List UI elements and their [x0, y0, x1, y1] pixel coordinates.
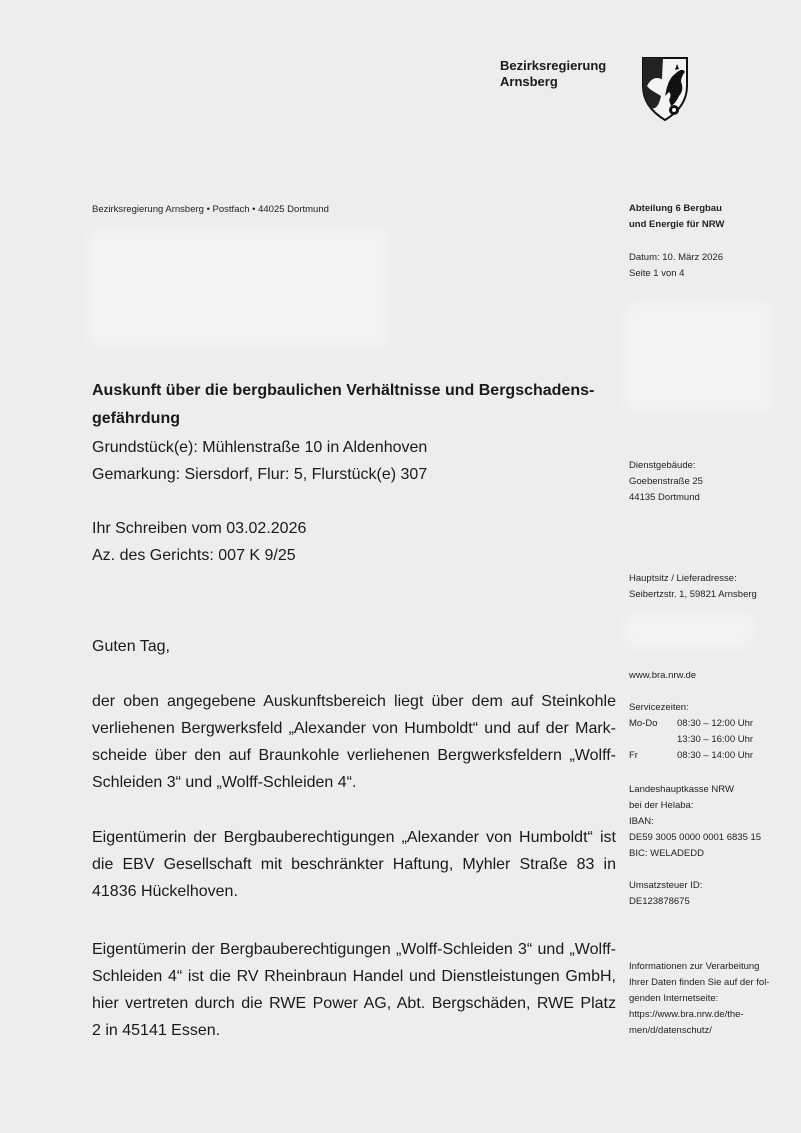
paragraph-line: scheide über den auf Braunkohle verliehenen Bergwerksfeldern „Wolff- [92, 747, 616, 764]
paragraph-line: der oben angegebene Auskunftsbereich liegt über dem auf Steinkohle [92, 693, 616, 710]
bic-value: BIC: WELADEDD [629, 848, 704, 859]
service-day [629, 732, 677, 748]
paragraph-line: Eigentümerin der Bergbauberechtigungen „Alexander von Humboldt“ ist [92, 829, 616, 846]
office-street: Goebenstraße 25 [629, 476, 703, 487]
subject-line2: gefährdung [92, 410, 180, 427]
paragraph-1 [92, 688, 616, 796]
bank-line1: Landeshauptkasse NRW [629, 784, 734, 795]
organization-name [500, 58, 606, 90]
reference-letter: Ihr Schreiben vom 03.02.2026 [92, 520, 307, 537]
privacy-line: genden Internetseite: [629, 993, 719, 1004]
paragraph-line: verliehenen Bergwerksfeld „Alexander von Humboldt“ und auf der Mark- [92, 720, 616, 737]
service-day: Mo-Do [629, 718, 658, 729]
service-day: Fr [629, 750, 638, 761]
paragraph-line: hier vertreten durch die RWE Power AG, Abt. Bergschäden, RWE Platz [92, 995, 616, 1012]
department-line2: und Energie für NRW [629, 219, 725, 230]
subject-line1: Auskunft über die bergbaulichen Verhältnisse und Bergschadens- [92, 382, 595, 399]
sidebar-department [629, 201, 724, 233]
sidebar-date-block [629, 250, 723, 282]
sidebar-privacy-info [629, 959, 769, 1039]
website-link[interactable]: www.bra.nrw.de [629, 670, 697, 681]
service-time: 08:30 – 12:00 Uhr [677, 718, 754, 729]
reference-info [92, 515, 306, 569]
paragraph-2 [92, 824, 616, 905]
contact-person-redacted [624, 302, 774, 412]
property-line: Grundstück(e): Mühlenstraße 10 in Aldenhoven [92, 439, 428, 456]
service-row [629, 716, 753, 732]
property-info [92, 434, 427, 488]
sender-return-address: Bezirksregierung Arnsberg • Postfach • 44025 Dortmund [92, 204, 329, 215]
organization-name-line1: Bezirksregierung [500, 58, 607, 73]
letter-subject [92, 377, 612, 433]
contact-extra-redacted [624, 612, 754, 648]
hq-label: Hauptsitz / Lieferadresse: [629, 573, 737, 584]
cadastre-line: Gemarkung: Siersdorf, Flur: 5, Flurstück(e) 307 [92, 466, 428, 483]
office-label: Dienstgebäude: [629, 460, 696, 471]
hq-address: Seibertzstr. 1, 59821 Arnsberg [629, 589, 757, 600]
paragraph-line: 41836 Hückelhoven. [92, 883, 238, 900]
paragraph-line: Schleiden 4“ ist die RV Rheinbraun Handel und Dienstleistungen GmbH, [92, 968, 616, 985]
sidebar-headquarters [629, 571, 757, 603]
paragraph-line: Eigentümerin der Bergbauberechtigungen „Wolff-Schleiden 3“ und „Wolff- [92, 941, 616, 958]
paragraph-3 [92, 936, 616, 1044]
iban-value: DE59 3005 0000 0001 6835 15 [629, 832, 762, 843]
salutation: Guten Tag, [92, 638, 170, 655]
sidebar-vat [629, 878, 702, 910]
service-time: 13:30 – 16:00 Uhr [677, 734, 754, 745]
vat-label: Umsatzsteuer ID: [629, 880, 703, 891]
paragraph-line: Schleiden 3“ und „Wolff-Schleiden 4“. [92, 774, 357, 791]
department-line1: Abteilung 6 Bergbau [629, 203, 722, 214]
nrw-coat-of-arms-icon [641, 56, 689, 122]
letter-date: Datum: 10. März 2026 [629, 252, 723, 263]
iban-label: IBAN: [629, 816, 654, 827]
paragraph-line: 2 in 45141 Essen. [92, 1022, 221, 1039]
sidebar-office [629, 458, 703, 506]
court-reference: Az. des Gerichts: 007 K 9/25 [92, 547, 296, 564]
bank-line2: bei der Helaba: [629, 800, 694, 811]
page-number: Seite 1 von 4 [629, 268, 685, 279]
vat-value: DE123878675 [629, 896, 690, 907]
organization-name-line2: Arnsberg [500, 74, 558, 89]
privacy-link[interactable]: https://www.bra.nrw.de/the- [629, 1009, 744, 1020]
service-row [629, 748, 753, 764]
service-label: Servicezeiten: [629, 702, 689, 713]
paragraph-line: die EBV Gesellschaft mit beschränkter Haftung, Myhler Straße 83 in [92, 856, 616, 873]
office-city: 44135 Dortmund [629, 492, 700, 503]
privacy-line: Ihrer Daten finden Sie auf der fol- [629, 977, 770, 988]
recipient-address-redacted [88, 228, 388, 348]
service-row [629, 732, 753, 748]
sidebar-service-hours [629, 700, 753, 764]
privacy-line: Informationen zur Verarbeitung [629, 961, 760, 972]
privacy-link[interactable]: men/d/datenschutz/ [629, 1025, 712, 1036]
sidebar-bank [629, 782, 761, 862]
service-time: 08:30 – 14:00 Uhr [677, 750, 754, 761]
